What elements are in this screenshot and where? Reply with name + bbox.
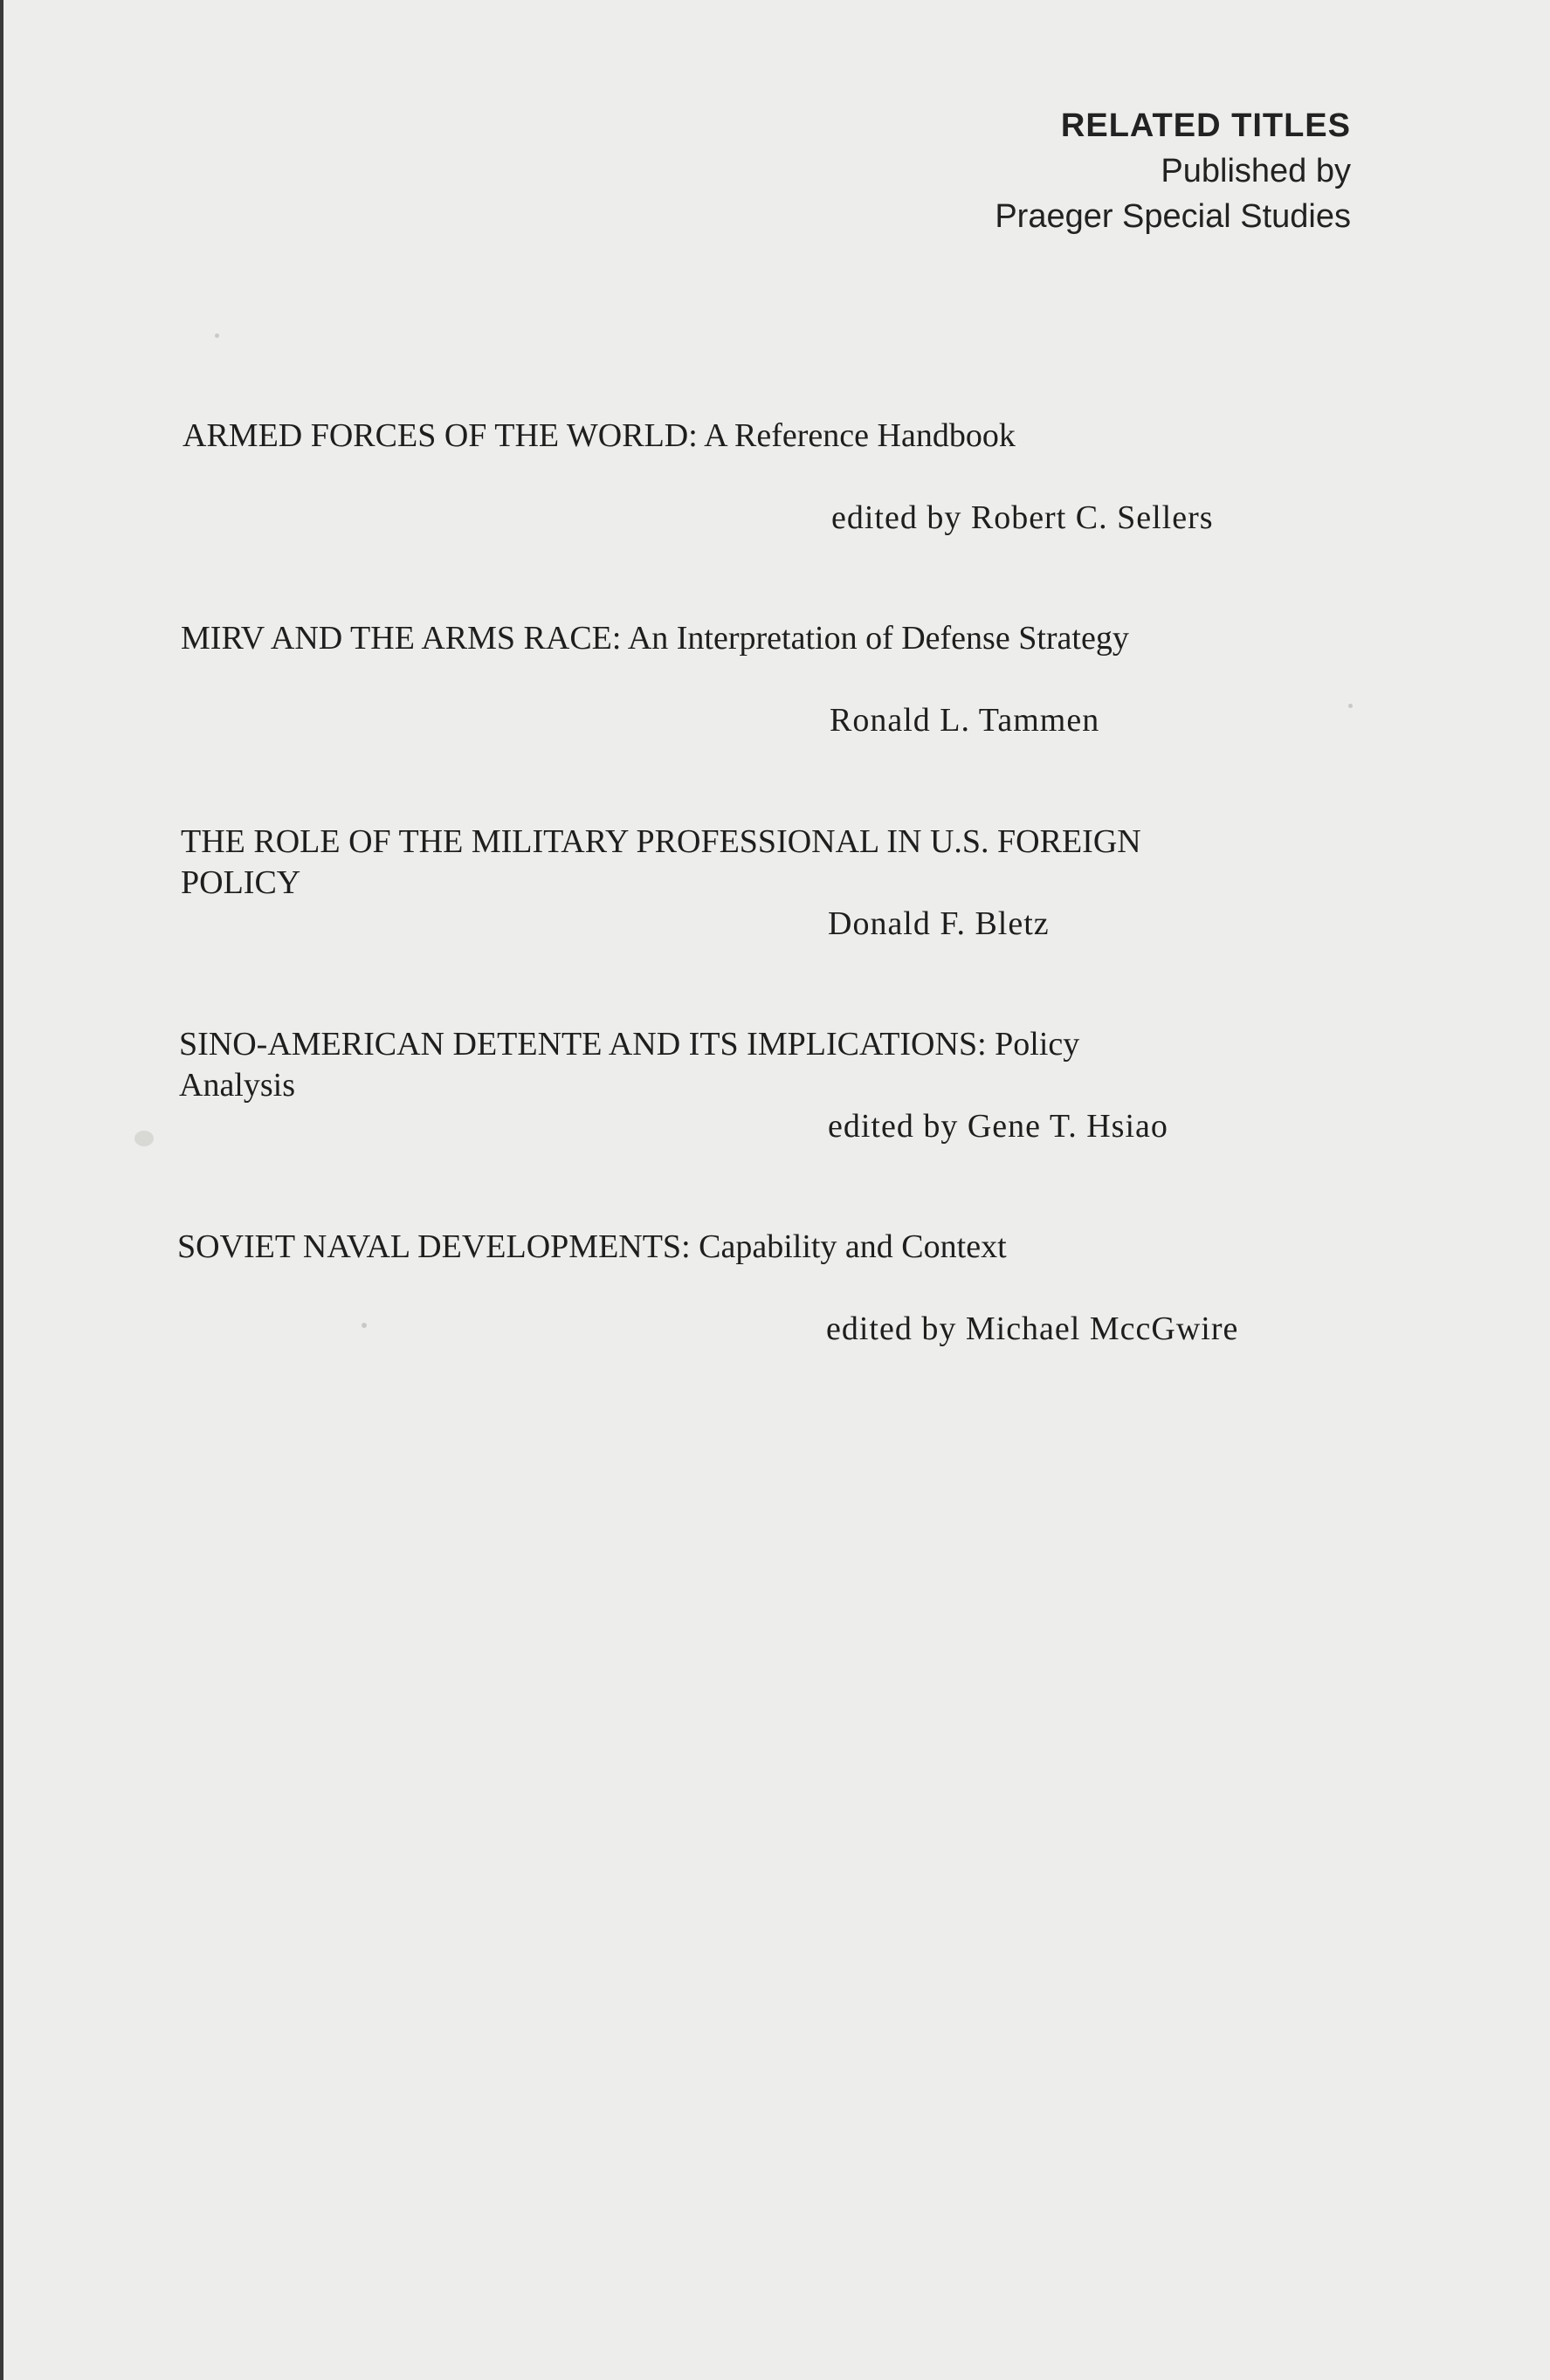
page-header [995, 103, 1351, 239]
book-title: ARMED FORCES OF THE WORLD: A Reference Handbook [183, 417, 1016, 454]
paper-speck [362, 1323, 367, 1328]
page-heading: RELATED TITLES [1060, 107, 1351, 144]
book-author: edited by Michael MccGwire [826, 1310, 1239, 1347]
book-title: SOVIET NAVAL DEVELOPMENTS: Capability and Context [177, 1228, 1007, 1265]
paper-speck [1348, 704, 1353, 708]
book-author: edited by Gene T. Hsiao [828, 1108, 1168, 1145]
book-title: MIRV AND THE ARMS RACE: An Interpretation of Defense Strategy [181, 620, 1129, 657]
book-author: Donald F. Bletz [828, 905, 1050, 942]
book-title: SINO-AMERICAN DETENTE AND ITS IMPLICATIONS: Policy Analysis [179, 1026, 1080, 1104]
publisher-line: Published by [1161, 153, 1351, 189]
book-author: edited by Robert C. Sellers [831, 499, 1214, 536]
paper-speck [134, 1131, 154, 1146]
paper-speck [215, 334, 219, 338]
publisher-name: Praeger Special Studies [995, 198, 1351, 235]
book-author: Ronald L. Tammen [830, 702, 1100, 739]
book-title: THE ROLE OF THE MILITARY PROFESSIONAL IN U.S. FOREIGN POLICY [181, 823, 1141, 901]
